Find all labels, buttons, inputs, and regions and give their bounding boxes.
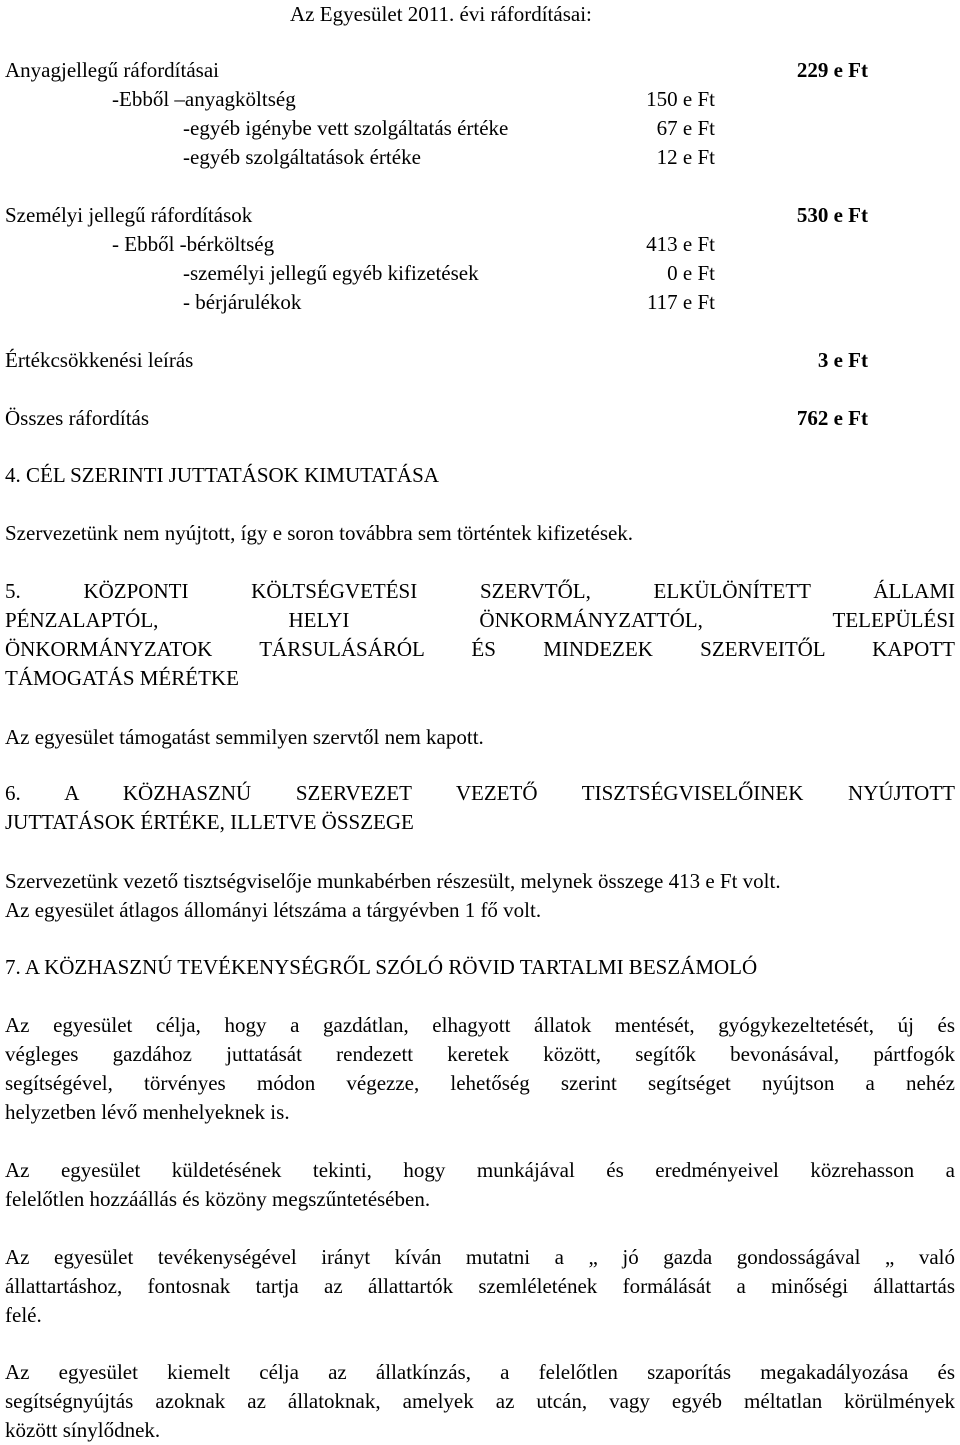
section-6-text-line: Szervezetünk vezető tisztségviselője munkabérben részesült, melynek összege 413 e Ft volt. — [5, 869, 781, 893]
paragraph — [5, 1011, 955, 1127]
page-title: Az Egyesület 2011. évi ráfordításai: — [290, 2, 592, 26]
paragraph-line: végleges gazdához juttatását rendezett keretek között, segítők bevonásával, pártfogók — [5, 1042, 955, 1066]
paragraph-line: között sínylődnek. — [5, 1418, 161, 1442]
paragraph — [5, 1243, 955, 1330]
section-4-heading: 4. CÉL SZERINTI JUTTATÁSOK KIMUTATÁSA — [5, 463, 439, 487]
section-4-text: Szervezetünk nem nyújtott, így e soron továbbra sem történtek kifizetések. — [5, 521, 634, 545]
total-costs-heading: Összes ráfordítás — [5, 406, 150, 430]
paragraph-line: állattartáshoz, fontosnak tartja az állattartók szemléletének formálását a minőségi állattartás — [5, 1274, 955, 1298]
total-costs-value: 762 e Ft — [796, 406, 868, 430]
cost-item-label: -egyéb igénybe vett szolgáltatás értéke — [183, 116, 509, 140]
cost-item-value: 413 e Ft — [646, 232, 715, 256]
paragraph-line: Az egyesület célja, hogy a gazdátlan, elhagyott állatok mentését, gyógykezeltetését, új és — [5, 1013, 955, 1037]
section-5-text: Az egyesület támogatást semmilyen szervtől nem kapott. — [5, 725, 484, 749]
paragraph-line: segítségnyújtás azoknak az állatoknak, amelyek az utcán, vagy egyéb méltatlan körülmények — [5, 1389, 955, 1413]
cost-item-value: 117 e Ft — [646, 290, 715, 314]
paragraph-line: Az egyesület kiemelt célja az állatkínzás, a felelőtlen szaporítás megakadályozása és — [5, 1360, 955, 1384]
section-7-heading: 7. A KÖZHASZNÚ TEVÉKENYSÉGRŐL SZÓLÓ RÖVID TARTALMI BESZÁMOLÓ — [5, 955, 758, 979]
cost-item-value: 0 e Ft — [667, 261, 715, 285]
heading-line: JUTTATÁSOK ÉRTÉKE, ILLETVE ÖSSZEGE — [5, 810, 414, 834]
section-5-heading — [5, 577, 955, 693]
personal-costs-total: 530 e Ft — [796, 203, 868, 227]
depreciation-total: 3 e Ft — [817, 348, 868, 372]
paragraph-line: felelőtlen hozzáállás és közöny megszűntetésében. — [5, 1187, 431, 1211]
paragraph-line: felé. — [5, 1303, 42, 1327]
cost-item-value: 150 e Ft — [646, 87, 715, 111]
paragraph-line: Az egyesület tevékenységével irányt kíván mutatni a „ jó gazda gondosságával „ való — [5, 1245, 955, 1269]
cost-item-label: - bérjárulékok — [183, 290, 302, 314]
cost-item-label: -egyéb szolgáltatások értéke — [183, 145, 421, 169]
personal-costs-heading: Személyi jellegű ráfordítások — [5, 203, 253, 227]
cost-item-value: 67 e Ft — [656, 116, 715, 140]
paragraph — [5, 1358, 955, 1445]
cost-item-label: -személyi jellegű egyéb kifizetések — [183, 261, 479, 285]
paragraph-line: helyzetben lévő menhelyeknek is. — [5, 1100, 290, 1124]
paragraph-line: Az egyesület küldetésének tekinti, hogy munkájával és eredményeivel közrehasson a — [5, 1158, 955, 1182]
cost-item-label: -Ebből –anyagköltség — [112, 87, 296, 111]
heading-line: PÉNZALAPTÓL, HELYI ÖNKORMÁNYZATTÓL, TELEPÜLÉSI — [5, 608, 955, 632]
paragraph-line: segítségével, törvényes módon végezze, lehetőség szerint segítséget nyújtson a nehéz — [5, 1071, 955, 1095]
heading-line: TÁMOGATÁS MÉRÉTKE — [5, 666, 239, 690]
cost-item-value: 12 e Ft — [656, 145, 715, 169]
material-costs-heading: Anyagjellegű ráfordításai — [5, 58, 219, 82]
depreciation-heading: Értékcsökkenési leírás — [5, 348, 194, 372]
cost-item-label: - Ebből -bérköltség — [112, 232, 275, 256]
section-6-heading — [5, 779, 955, 837]
heading-line: 5. KÖZPONTI KÖLTSÉGVETÉSI SZERVTŐL, ELKÜLÖNÍTETT ÁLLAMI — [5, 579, 955, 603]
section-6-text-line: Az egyesület átlagos állományi létszáma a tárgyévben 1 fő volt. — [5, 898, 542, 922]
heading-line: 6. A KÖZHASZNÚ SZERVEZET VEZETŐ TISZTSÉGVISELŐINEK NYÚJTOTT — [5, 781, 955, 805]
paragraph — [5, 1156, 955, 1214]
material-costs-total: 229 e Ft — [796, 58, 868, 82]
heading-line: ÖNKORMÁNYZATOK TÁRSULÁSÁRÓL ÉS MINDEZEK SZERVEITŐL KAPOTT — [5, 637, 955, 661]
